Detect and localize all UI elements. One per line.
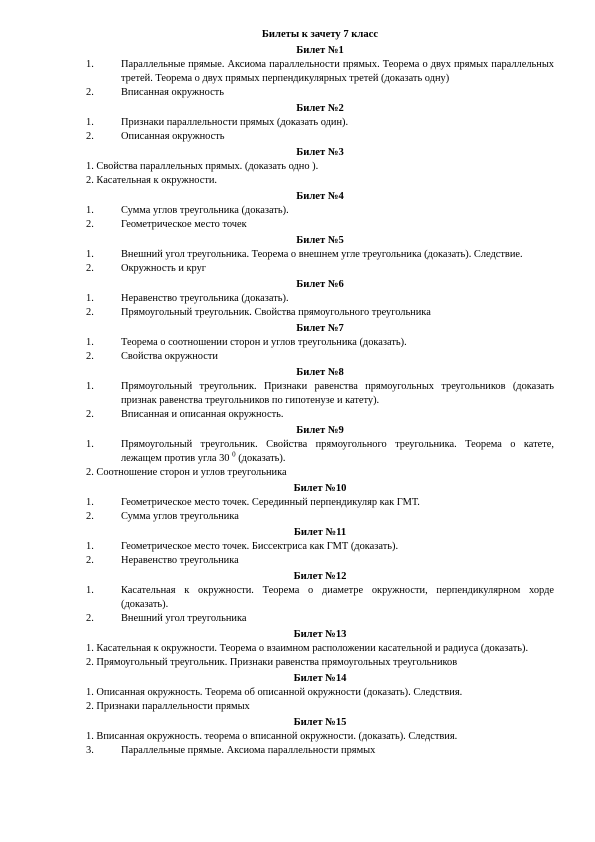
question-number: 1. bbox=[86, 439, 94, 450]
question-text: Соотношение сторон и углов треугольника bbox=[96, 467, 287, 478]
question-number: 1. bbox=[86, 249, 94, 260]
ticket-question bbox=[86, 174, 554, 188]
question-text: Геометрическое место точек. Серединный перпендикуляр как ГМТ. bbox=[121, 497, 420, 508]
ticket-question bbox=[86, 306, 554, 320]
question-number: 1. bbox=[86, 293, 94, 304]
ticket-question bbox=[86, 336, 554, 350]
question-number: 2. bbox=[86, 467, 94, 478]
ticket-question bbox=[86, 642, 554, 656]
question-text: Касательная к окружности. bbox=[96, 175, 218, 186]
question-text: Параллельные прямые. Аксиома параллельности прямых bbox=[121, 745, 376, 756]
question-text: Неравенство треугольника bbox=[121, 555, 239, 566]
question-number: 1. bbox=[86, 497, 94, 508]
question-number: 2. bbox=[86, 511, 94, 522]
question-number: 2. bbox=[86, 175, 94, 186]
ticket-question bbox=[86, 218, 554, 232]
question-text: Вписанная окружность bbox=[121, 87, 224, 98]
ticket-question bbox=[86, 686, 554, 700]
question-text: Прямоугольный треугольник. Свойства прямоугольного треугольника bbox=[121, 307, 431, 318]
ticket-question bbox=[86, 86, 554, 100]
ticket-heading: Билет №6 bbox=[296, 279, 344, 290]
question-text: Вписанная окружность. теорема о вписанной окружности. (доказать). Следствия. bbox=[96, 731, 458, 742]
question-text: Геометрическое место точек. Биссектриса как ГМТ (доказать). bbox=[121, 541, 399, 552]
ticket-heading: Билет №15 bbox=[293, 717, 347, 728]
question-number: 1. bbox=[86, 687, 94, 698]
ticket-heading: Билет №4 bbox=[296, 191, 344, 202]
ticket-heading: Билет №2 bbox=[296, 103, 344, 114]
question-text: Параллельные прямые. Аксиома параллельности прямых. Теорема о двух прямых параллельных третей. Теорема о двух прямых перпендикулярных третей (доказать одну) bbox=[121, 59, 554, 84]
ticket-question bbox=[86, 554, 554, 568]
ticket-question bbox=[86, 248, 554, 262]
question-number: 2. bbox=[86, 131, 94, 142]
ticket-question bbox=[86, 584, 554, 612]
question-number: 2. bbox=[86, 263, 94, 274]
question-text: Признаки параллельности прямых bbox=[96, 701, 250, 712]
ticket-question bbox=[86, 160, 554, 174]
question-number: 1. bbox=[86, 117, 94, 128]
question-text: Касательная к окружности. Теорема о взаимном расположении касательной и радиуса (доказать). bbox=[96, 643, 529, 654]
ticket-heading: Билет №7 bbox=[296, 323, 344, 334]
ticket-question bbox=[86, 130, 554, 144]
document-title: Билеты к зачету 7 класс bbox=[261, 29, 379, 40]
question-text: Свойства окружности bbox=[121, 351, 218, 362]
ticket-heading: Билет №5 bbox=[296, 235, 344, 246]
ticket-heading: Билет №8 bbox=[296, 367, 344, 378]
ticket-question bbox=[86, 496, 554, 510]
question-text: Вписанная и описанная окружность. bbox=[121, 409, 284, 420]
ticket-question bbox=[86, 204, 554, 218]
question-number: 2. bbox=[86, 351, 94, 362]
question-text: Прямоугольный треугольник. Признаки равенства прямоугольных треугольников (доказать признак равенства треугольников по гипотенузе и катету). bbox=[121, 381, 554, 406]
question-text: Сумма углов треугольника (доказать). bbox=[121, 205, 289, 216]
ticket-heading: Билет №10 bbox=[293, 483, 347, 494]
question-text: Геометрическое место точек bbox=[121, 219, 247, 230]
question-number: 1. bbox=[86, 731, 94, 742]
ticket-list bbox=[86, 43, 554, 758]
ticket-question bbox=[86, 612, 554, 626]
ticket-heading: Билет №3 bbox=[296, 147, 344, 158]
ticket-question bbox=[86, 408, 554, 422]
question-text: Неравенство треугольника (доказать). bbox=[121, 293, 289, 304]
ticket-heading: Билет №14 bbox=[293, 673, 347, 684]
ticket-heading: Билет №1 bbox=[296, 45, 344, 56]
question-text: Внешний угол треугольника bbox=[121, 613, 247, 624]
question-number: 1. bbox=[86, 59, 94, 70]
question-text: Описанная окружность bbox=[121, 131, 225, 142]
ticket-question bbox=[86, 700, 554, 714]
ticket-heading: Билет №13 bbox=[293, 629, 347, 640]
question-text: Внешний угол треугольника. Теорема о внешнем угле треугольника (доказать). Следствие. bbox=[121, 249, 523, 260]
question-text: Прямоугольный треугольник. Признаки равенства прямоугольных треугольников bbox=[96, 657, 458, 668]
ticket-question bbox=[86, 292, 554, 306]
question-number: 1. bbox=[86, 585, 94, 596]
ticket-question bbox=[86, 380, 554, 408]
ticket-question bbox=[86, 540, 554, 554]
question-number: 2. bbox=[86, 219, 94, 230]
question-number: 1. bbox=[86, 337, 94, 348]
document bbox=[86, 27, 554, 758]
question-text: Свойства параллельных прямых. (доказать одно ). bbox=[96, 161, 319, 172]
question-number: 2. bbox=[86, 613, 94, 624]
ticket-question bbox=[86, 438, 554, 466]
question-number: 1. bbox=[86, 541, 94, 552]
ticket-question bbox=[86, 466, 554, 480]
question-number: 2. bbox=[86, 701, 94, 712]
question-number: 2. bbox=[86, 87, 94, 98]
ticket-heading: Билет №11 bbox=[293, 527, 347, 538]
question-number: 1. bbox=[86, 205, 94, 216]
ticket-question bbox=[86, 730, 554, 744]
ticket-question bbox=[86, 116, 554, 130]
ticket-question bbox=[86, 656, 554, 670]
question-number: 2. bbox=[86, 307, 94, 318]
ticket-heading: Билет №12 bbox=[293, 571, 347, 582]
ticket-question bbox=[86, 744, 554, 758]
question-text: Сумма углов треугольника bbox=[121, 511, 239, 522]
question-text: Теорема о соотношении сторон и углов треугольника (доказать). bbox=[121, 337, 407, 348]
degree-superscript: 0 bbox=[232, 450, 236, 459]
question-number: 2. bbox=[86, 555, 94, 566]
question-number: 3. bbox=[86, 745, 94, 756]
ticket-question bbox=[86, 262, 554, 276]
question-number: 1. bbox=[86, 381, 94, 392]
question-number: 2. bbox=[86, 657, 94, 668]
ticket-question bbox=[86, 58, 554, 86]
question-number: 2. bbox=[86, 409, 94, 420]
question-text: Признаки параллельности прямых (доказать один). bbox=[121, 117, 349, 128]
ticket-question bbox=[86, 350, 554, 364]
question-text: Касательная к окружности. Теорема о диаметре окружности, перпендикулярном хорде (доказать). bbox=[121, 585, 554, 610]
question-text: Прямоугольный треугольник. Свойства прямоугольного треугольника. Теорема о катете, лежащем против угла 30 $^0$ (доказать). bbox=[121, 439, 554, 464]
question-number: 1. bbox=[86, 643, 94, 654]
ticket-question bbox=[86, 510, 554, 524]
question-text: Описанная окружность. Теорема об описанной окружности (доказать). Следствия. bbox=[96, 687, 463, 698]
question-number: 1. bbox=[86, 161, 94, 172]
ticket-heading: Билет №9 bbox=[296, 425, 344, 436]
question-text: Окружность и круг bbox=[121, 263, 207, 274]
